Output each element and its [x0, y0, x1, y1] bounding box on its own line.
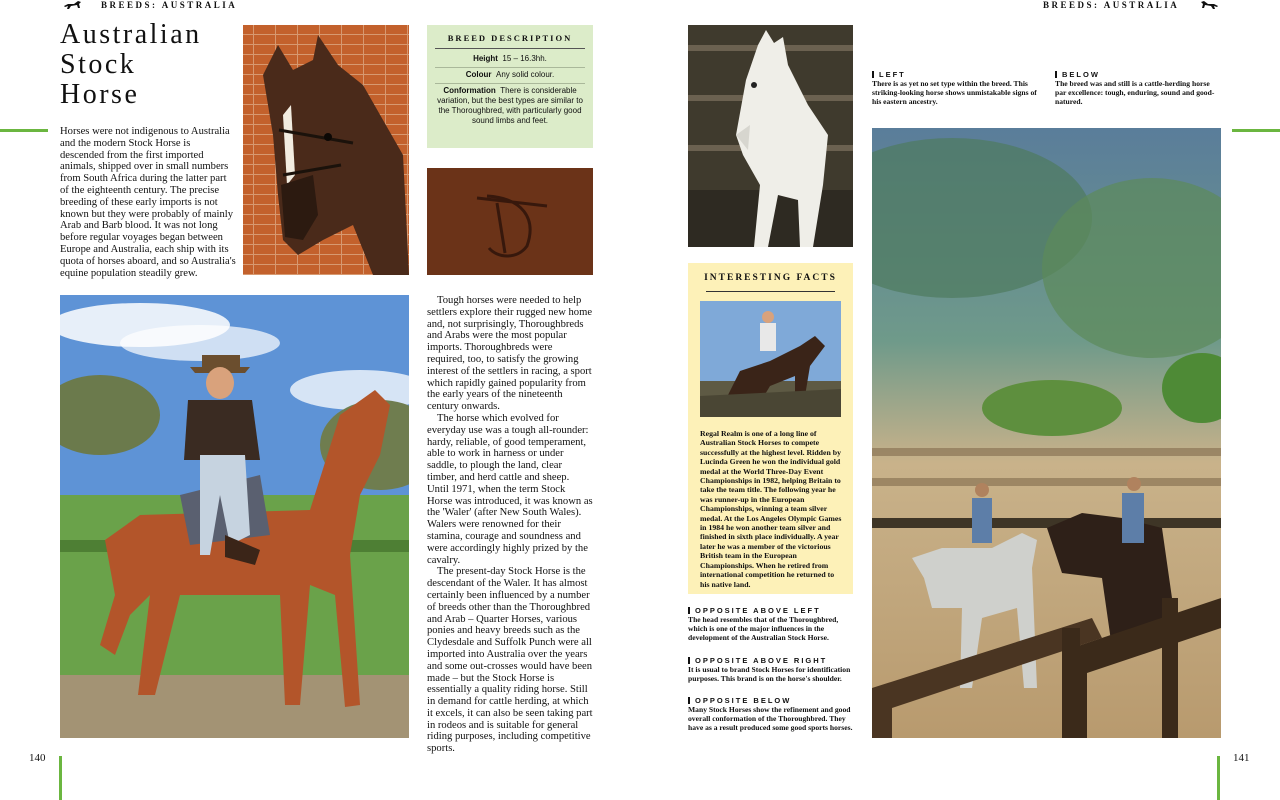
- folio-right: 141: [1233, 752, 1250, 764]
- photo-cattle-yard: [872, 128, 1221, 738]
- margin-rule-right: [1232, 129, 1280, 132]
- interesting-facts-box: [688, 263, 853, 594]
- caption-left: LEFT There is as yet no set type within the breed. This striking-looking horse shows unmistakable signs of his eastern ancestry.: [872, 70, 1037, 106]
- page-title: Australian Stock Horse: [60, 19, 202, 110]
- interesting-facts-text: Regal Realm is one of a long line of Australian Stock Horses to compete successfully at the highest level. Ridden by Lucinda Green he won the individual gold medal at the World Three-Day Event Championships in 1982, helping Britain to take the team title. The following year he was runner-up in the European Championships, winning a team silver medal. At the Los Angeles Olympic Games in 1984 he won another team silver and finished in sixth place individually. A year later he was a member of the victorious British team in the European Championships. When he retired from international competition he returned to his native land.: [700, 429, 842, 589]
- photo-rider-chestnut: [60, 295, 409, 738]
- caption-opposite-above-right: OPPOSITE ABOVE RIGHT It is usual to brand Stock Horses for identification purposes. This brand is on the horse's shoulder.: [688, 656, 851, 683]
- intro-text: Horses were not indigenous to Australia and the modern Stock Horse is descended from the first imported animals, shipped over in small numbers from South Africa during the latter part of the eighteenth century. The precise breeding of these early imports is not known but they were probably of mainly Arab and Barb blood. It was not long before regular voyages began between Europe and Australia, each ship with its quota of horses aboard, and so Australia's equine population steadily grew.: [60, 126, 236, 279]
- folio-rule-right: [1217, 756, 1220, 800]
- photo-horse-head: [243, 25, 409, 275]
- caption-opposite-above-left: OPPOSITE ABOVE LEFT The head resembles that of the Thoroughbred, which is one of the major influences in the development of the Australian Stock Horse.: [688, 606, 839, 642]
- folio-rule-left: [59, 756, 62, 800]
- facts-heading-rule: [706, 291, 835, 292]
- running-head-left: BREEDS: AUSTRALIA: [101, 0, 238, 10]
- margin-rule-left: [0, 129, 48, 132]
- running-head-right: BREEDS: AUSTRALIA: [1043, 0, 1180, 10]
- photo-grey-horse: [688, 25, 853, 247]
- photo-shoulder-brand: [427, 168, 593, 275]
- caption-opposite-below: OPPOSITE BELOW Many Stock Horses show the refinement and good overall conformation of the Thoroughbred. They have as a result produced some good sports horses.: [688, 696, 853, 732]
- caption-below: BELOW The breed was and still is a cattle-herding horse par excellence: tough, enduring, sound and good-natured.: [1055, 70, 1215, 106]
- breed-description-heading: BREED DESCRIPTION: [435, 33, 585, 49]
- folio-left: 140: [29, 752, 46, 764]
- photo-regal-realm: [700, 301, 841, 417]
- interesting-facts-heading: INTERESTING FACTS: [704, 273, 837, 283]
- main-text-column: Tough horses were needed to help settlers explore their rugged new home and, not surprisingly, Thoroughbreds and Arabs were the most popular imports. Thoroughbreds were required, too, to satisfy the growing interest of the settlers in racing, a sport which rapidly gained popularity from the early years of the nineteenth century onwards. The horse which evolved for everyday use was a tough all-rounder: hardy, reliable, of good temperament, able to work in harness or under saddle, to plough the land, clear timber, and herd cattle and sheep. Until 1971, when the term Stock Horse was introduced, it was known as the 'Waler' (after New South Wales). Walers were renowned for their stamina, courage and soundness and were accordingly highly prized by the cavalry. The present-day Stock Horse is the descendant of the Waler. It has almost certainly been influenced by a number of breeds other than the Thoroughbred and Arab – Quarter Horses, various ponies and heavy breeds such as the Clydesdale and Suffolk Punch were all imported into Australia over the years and some out-crosses would have been made – but the Stock Horse is essentially a quality riding horse. Still in demand for cattle herding, at which it excels, it can also be seen taking part in rodeos and is suitable for general riding purposes, including competitive sports.: [427, 295, 593, 755]
- breed-colour-row: Colour Any solid colour.: [435, 68, 585, 84]
- breed-conformation-row: Conformation There is considerable variation, but the best types are similar to the Thoroughbred, with particularly good sound limbs and feet.: [437, 86, 583, 125]
- breed-description-box: [427, 25, 593, 148]
- running-head-horse-icon-right: [1198, 0, 1220, 10]
- breed-height-row: Height 15 – 16.3hh.: [435, 52, 585, 68]
- running-head-horse-icon: [62, 0, 84, 10]
